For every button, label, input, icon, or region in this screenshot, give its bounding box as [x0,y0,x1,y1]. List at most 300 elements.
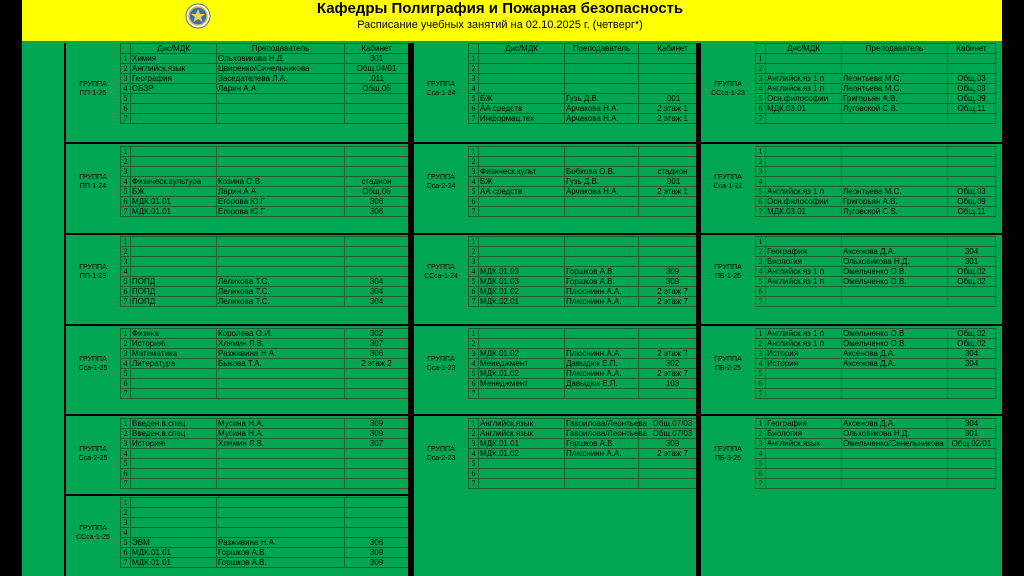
group-word: ГРУППА [79,524,107,532]
lesson-number: 4 [756,359,766,369]
lesson-row [756,94,996,104]
lesson-room: 2 этаж 7 [639,297,707,307]
lesson-teacher [842,297,948,307]
lesson-subject: Английск.яз 1 п [766,339,842,349]
lesson-row [121,287,409,297]
lesson-row [469,339,707,349]
group-block [66,236,408,307]
lesson-teacher: Мусина Н.А. [217,419,345,429]
lesson-number: 6 [469,469,479,479]
lesson-number: 1 [121,54,131,64]
group-code: Сса-1-23 [426,364,456,372]
lesson-teacher: Аксенова Д.А. [842,419,948,429]
column-header-subject: Дис/МДК [131,44,217,54]
lesson-teacher [842,469,948,479]
lesson-subject: МДК.01.01 [131,197,217,207]
lesson-subject: География [766,419,842,429]
lesson-row [469,479,707,489]
lesson-room: 309 [345,548,409,558]
lesson-subject [766,147,842,157]
lesson-row [469,419,707,429]
lesson-teacher [217,459,345,469]
lesson-row [756,479,996,489]
lesson-subject [131,498,217,508]
lesson-row [121,459,409,469]
lesson-row [469,157,707,167]
lesson-teacher [565,157,639,167]
lesson-room [345,267,409,277]
lesson-room: .001 [639,94,707,104]
group-block [66,53,408,124]
lesson-row [121,54,409,64]
group-divider [701,414,1002,416]
column-header-number [756,44,766,54]
lesson-row [756,167,996,177]
lesson-row [121,548,409,558]
lesson-number: 2 [469,339,479,349]
lesson-row [469,94,707,104]
lesson-number: 2 [756,429,766,439]
lesson-teacher: Королева О.И. [217,329,345,339]
lesson-number: 3 [469,349,479,359]
lesson-room [345,369,409,379]
lesson-subject [131,479,217,489]
lesson-number: 3 [756,167,766,177]
lesson-subject: История\ [131,339,217,349]
group-label [66,53,120,124]
lesson-room [948,369,996,379]
group-lesson-table [468,146,707,217]
group-code: ССса-1-23 [711,89,745,97]
lesson-row [756,104,996,114]
lesson-number: 1 [121,147,131,157]
lesson-row [121,247,409,257]
column-header-teacher: Преподаватель [217,44,345,54]
lesson-number: 4 [121,267,131,277]
lesson-number: 7 [121,558,131,568]
lesson-row [121,177,409,187]
lesson-row [121,349,409,359]
lesson-room: 306 [345,197,409,207]
lesson-number: 7 [756,479,766,489]
lesson-subject [766,297,842,307]
group-label [66,497,120,568]
lesson-row [121,277,409,287]
group-lesson-table [755,418,996,489]
group-lesson-table [755,146,996,217]
lesson-room [948,147,996,157]
group-label [66,236,120,307]
group-word: ГРУППА [714,355,742,363]
group-code: Сса-1-22 [713,182,743,190]
lesson-subject [131,389,217,399]
lesson-subject [479,257,565,267]
lesson-row [121,257,409,267]
lesson-subject: История\ [131,439,217,449]
lesson-room: Общ.09 [948,94,996,104]
lesson-row [121,84,409,94]
lesson-subject [766,369,842,379]
lesson-teacher: Луговской С.В. [842,207,948,217]
lesson-number: 1 [469,237,479,247]
lesson-teacher: Аксенова Д.А. [842,349,948,359]
column-divider [408,43,414,576]
lesson-row [121,449,409,459]
lesson-subject [479,459,565,469]
lesson-subject: Физическ.культура [131,177,217,187]
lesson-room: Общ.06 [345,84,409,94]
lesson-number: 6 [121,104,131,114]
lesson-subject: Английск.язык [131,64,217,74]
lesson-teacher [217,379,345,389]
group-divider [701,233,1002,235]
lesson-row [469,167,707,177]
lesson-subject [131,237,217,247]
lesson-subject: Химия [131,54,217,64]
lesson-subject [479,197,565,207]
lesson-number: 2 [469,247,479,257]
group-block [414,146,706,217]
lesson-room: 302 [345,329,409,339]
lesson-subject: Биология [766,429,842,439]
lesson-row [756,74,996,84]
lesson-number: 3 [469,257,479,267]
lesson-row [121,94,409,104]
lesson-room [948,287,996,297]
lesson-subject: Физическ.культ [479,167,565,177]
lesson-teacher: Горшков А.В. [565,277,639,287]
lesson-row [469,237,707,247]
lesson-row [121,187,409,197]
lesson-subject [131,369,217,379]
lesson-number: 2 [121,64,131,74]
lesson-teacher [565,339,639,349]
lesson-number: 2 [121,339,131,349]
group-word: ГРУППА [427,173,455,181]
lesson-number: 7 [121,207,131,217]
lesson-room: 309 [345,429,409,439]
lesson-teacher [565,207,639,217]
lesson-room: 307 [345,339,409,349]
lesson-subject: АА средств [479,104,565,114]
group-divider [414,324,696,326]
lesson-number: 6 [469,104,479,114]
column-header-teacher: Преподаватель [842,44,948,54]
lesson-subject: МДК.01.01 [479,439,565,449]
lesson-room [948,237,996,247]
lesson-number: 5 [121,94,131,104]
lesson-room: 2 этаж 7 [639,287,707,297]
group-block [66,146,408,217]
group-lesson-table [755,53,996,124]
lesson-row [469,469,707,479]
lesson-row [756,379,996,389]
lesson-teacher [217,114,345,124]
lesson-teacher [217,157,345,167]
lesson-number: 7 [469,114,479,124]
lesson-teacher [217,369,345,379]
group-block [66,328,408,399]
lesson-teacher [217,449,345,459]
lesson-room [948,479,996,489]
lesson-subject: Литература [131,359,217,369]
lesson-room: 103 [639,379,707,389]
lesson-number: 1 [469,329,479,339]
group-word: ГРУППА [714,263,742,271]
lesson-number: 4 [756,84,766,94]
lesson-teacher: Леликова Т.С. [217,277,345,287]
lesson-subject: МДК.01.01 [131,548,217,558]
lesson-subject [479,479,565,489]
lesson-row [756,297,996,307]
lesson-row [756,187,996,197]
lesson-number: 7 [756,297,766,307]
lesson-subject [479,329,565,339]
lesson-teacher [217,498,345,508]
lesson-room: Общ.11 [948,207,996,217]
lesson-room [345,528,409,538]
lesson-number: 6 [121,379,131,389]
lesson-row [756,419,996,429]
lesson-room: стадион [345,177,409,187]
lesson-subject [131,379,217,389]
lesson-row [121,167,409,177]
lesson-room [948,157,996,167]
group-word: ГРУППА [427,445,455,453]
lesson-row [469,429,707,439]
lesson-teacher: Омельченко О.В. [842,339,948,349]
lesson-room: Общ.04/01 [345,64,409,74]
lesson-row [121,469,409,479]
lesson-subject: МДК.01.02 [479,449,565,459]
lesson-subject: Английск.яз 1 п [766,329,842,339]
lesson-row [756,469,996,479]
lesson-number: 2 [469,429,479,439]
lesson-number: 1 [756,147,766,157]
lesson-number: 6 [121,469,131,479]
group-code: ССса-1-24 [424,272,458,280]
lesson-row [756,349,996,359]
lesson-subject [131,459,217,469]
lesson-number: 1 [121,419,131,429]
lesson-number: 2 [469,64,479,74]
lesson-row [121,369,409,379]
lesson-teacher: Горшков А.В. [217,548,345,558]
lesson-number: 4 [121,359,131,369]
group-word: ГРУППА [714,80,742,88]
lesson-teacher [565,329,639,339]
lesson-room: Общ.06 [345,187,409,197]
group-word: ГРУППА [79,80,107,88]
lesson-row [469,389,707,399]
group-lesson-table [120,146,409,217]
lesson-teacher: Луговской С.В. [842,104,948,114]
lesson-teacher: Омельченко О.В. [842,329,948,339]
lesson-number: 5 [121,369,131,379]
lesson-room: .011 [345,74,409,84]
lesson-row [756,459,996,469]
group-label [66,418,120,489]
lesson-teacher: Горшков А.В. [217,558,345,568]
lesson-number: 4 [121,528,131,538]
lesson-row [756,64,996,74]
lesson-number: 1 [121,498,131,508]
lesson-room [345,94,409,104]
group-code: Сса-1-24 [426,89,456,97]
lesson-row [469,329,707,339]
lesson-number: 4 [469,267,479,277]
lesson-teacher [565,257,639,267]
lesson-teacher: Аксенова Д.А. [842,359,948,369]
lesson-room: 301 [948,257,996,267]
lesson-subject [766,167,842,177]
lesson-number: 4 [469,84,479,94]
lesson-teacher [842,389,948,399]
lesson-subject: БЖ [479,177,565,187]
group-code: Сса-2-24 [426,182,456,190]
lesson-room: 2 этаж 1 [639,114,707,124]
lesson-teacher: Мусина Н.А. [217,429,345,439]
lesson-row [121,379,409,389]
lesson-room: Общ.03 [948,187,996,197]
lesson-row [469,114,707,124]
lesson-row [469,257,707,267]
lesson-teacher: Давыдюк Е.П. [565,359,639,369]
lesson-row [469,54,707,64]
lesson-room: 309 [345,558,409,568]
group-word: ГРУППА [427,80,455,88]
lesson-number: 3 [756,349,766,359]
lesson-number: 7 [756,207,766,217]
lesson-room [948,449,996,459]
lesson-room: Общ.02/01 [948,439,996,449]
lesson-subject: Английск.язык [479,429,565,439]
lesson-room: 309 [639,267,707,277]
lesson-number: 5 [121,459,131,469]
lesson-number: 2 [121,508,131,518]
lesson-row [756,84,996,94]
lesson-teacher [565,479,639,489]
lesson-room [345,469,409,479]
lesson-teacher: Хлямин Л.В. [217,339,345,349]
lesson-row [469,247,707,257]
page-subtitle: Расписание учебных занятий на 02.10.2025 г. (четверг*) [357,19,643,31]
lesson-row [469,439,707,449]
lesson-teacher [217,528,345,538]
lesson-number: 1 [756,54,766,64]
lesson-teacher: Разживина Н.А. [217,538,345,548]
group-divider [66,142,408,144]
lesson-subject [766,389,842,399]
lesson-subject [131,104,217,114]
lesson-room [345,479,409,489]
group-divider [701,142,1002,144]
group-lesson-table [120,328,409,399]
lesson-subject: Осн.философии [766,94,842,104]
lesson-room: 307 [345,439,409,449]
lesson-row [469,277,707,287]
column-header-number [469,44,479,54]
group-block [66,418,408,489]
lesson-subject [766,469,842,479]
lesson-row [756,237,996,247]
lesson-number: 5 [121,187,131,197]
lesson-number: 2 [121,429,131,439]
lesson-number: 7 [121,297,131,307]
lesson-number: 5 [121,277,131,287]
lesson-subject: Менеджмент [479,359,565,369]
lesson-number: 4 [121,177,131,187]
lesson-subject [479,64,565,74]
group-label [66,328,120,399]
lesson-row [121,528,409,538]
group-block [414,418,706,489]
lesson-number: 3 [469,74,479,84]
lesson-row [121,439,409,449]
lesson-number: 7 [469,479,479,489]
lesson-room [345,237,409,247]
lesson-row [121,197,409,207]
lesson-row [469,207,707,217]
lesson-room [948,54,996,64]
lesson-room: 301 [948,429,996,439]
lesson-room [345,104,409,114]
lesson-room: Общ.02 [948,329,996,339]
lesson-room [948,167,996,177]
lesson-teacher: Леонтьева М.С. [842,84,948,94]
lesson-subject [479,237,565,247]
group-block [701,236,995,307]
lesson-subject [766,114,842,124]
lesson-subject: Введен.в.спец [131,419,217,429]
column-header-room: Кабинет [639,44,707,54]
lesson-row [121,419,409,429]
lesson-room: 304 [345,287,409,297]
group-divider [701,324,1002,326]
lesson-number: 3 [121,518,131,528]
lesson-teacher [565,459,639,469]
lesson-number: 3 [756,74,766,84]
group-label [66,146,120,217]
group-label [414,53,468,124]
lesson-teacher [565,74,639,84]
lesson-row [121,498,409,508]
column-divider [64,43,66,576]
lesson-room: 304 [948,419,996,429]
group-label [414,328,468,399]
lesson-subject: География [766,247,842,257]
lesson-room: Общ.07/03 [639,429,707,439]
lesson-subject [479,339,565,349]
lesson-subject: Английск.яз 1 п [766,187,842,197]
lesson-row [469,64,707,74]
lesson-number: 5 [756,277,766,287]
lesson-teacher: Хлямин Л.В. [217,439,345,449]
lesson-number: 6 [121,287,131,297]
lesson-teacher: Разживина Н.А. [217,349,345,359]
lesson-subject [766,287,842,297]
lesson-subject [131,147,217,157]
lesson-row [756,207,996,217]
lesson-room [948,114,996,124]
group-block [701,146,995,217]
lesson-teacher: Григорьян А.В. [842,197,948,207]
lesson-number: 6 [469,287,479,297]
lesson-number: 3 [469,439,479,449]
lesson-teacher: Ларин А.А. [217,187,345,197]
lesson-teacher [842,167,948,177]
lesson-row [121,297,409,307]
